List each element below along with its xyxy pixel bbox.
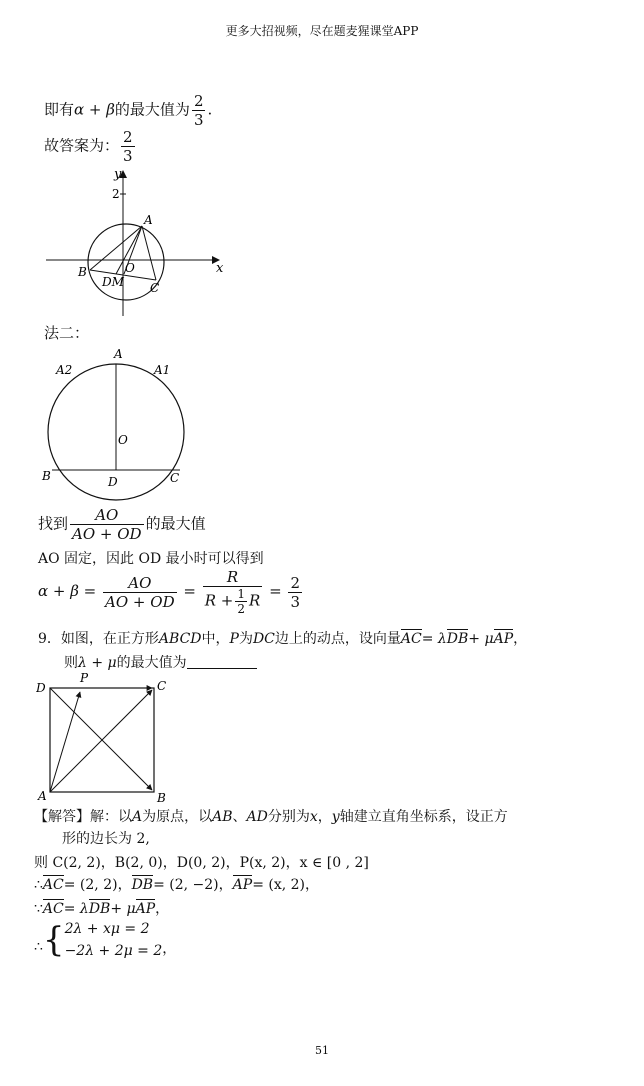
page-number: 51	[315, 1044, 329, 1057]
text: 故答案为：	[44, 136, 120, 155]
equation-2: −2λ + 2μ = 2	[64, 943, 163, 959]
fraction-one-half: $\frac{1}{2}$	[237, 587, 246, 616]
figure-square-vectors	[36, 672, 172, 804]
alpha-beta-equation: α + β = $\frac{AO}{AO + OD}$ = R R + $\frac{1}{2}$ R = $\frac{2}{3}$	[38, 568, 300, 616]
label-a: A	[144, 213, 153, 227]
label-c: C	[157, 679, 167, 693]
label-a1: A1	[154, 363, 171, 377]
fraction-r-over-r-half-r: R R + $\frac{1}{2}$ R	[204, 568, 261, 616]
label-b: B	[78, 265, 87, 279]
label-a: A	[114, 347, 123, 361]
label-o: O	[118, 433, 128, 447]
answer-blank	[187, 654, 257, 669]
since-line: ∵AC= λDB+ μAP，	[34, 901, 170, 917]
fraction-ao-over-sum: $\frac{AO}{AO + OD}$	[72, 506, 142, 543]
alpha-beta-expr: α + β	[74, 100, 115, 119]
question-9-line-1: 9．如图，在正方形ABCD中，P为DC边上的动点，设向量AC= λDB+ μAP，	[38, 631, 528, 647]
label-b: B	[42, 469, 51, 483]
equation-system: ∴{ 2λ + xμ = 2 −2λ + 2μ = 2 ，	[34, 920, 177, 960]
label-d: D	[108, 475, 118, 489]
figure-circle-chord	[36, 346, 196, 502]
solution-line-1: 【解答】解：以A为原点，以AB、AD分别为x，y轴建立直角坐标系，设正方	[34, 809, 508, 825]
ao-fixed-line: AO 固定，因此 OD 最小时可以得到	[38, 551, 264, 567]
text: 即有	[44, 100, 75, 119]
label-a2: A2	[56, 363, 73, 377]
find-max-line: 找到 $\frac{AO}{AO + OD}$ 的最大值	[38, 506, 206, 543]
label-d: D	[36, 681, 46, 695]
label-p: P	[80, 672, 89, 685]
label-b: B	[157, 791, 166, 804]
fraction-two-thirds: $\frac{2}{3}$	[193, 92, 204, 129]
segment-ac	[142, 226, 156, 280]
label-2: 2	[112, 187, 120, 201]
vector-db	[50, 688, 152, 790]
question-9-line-2: 则λ + μ的最大值为	[64, 652, 257, 672]
label-y: y	[114, 168, 122, 182]
vectors-line: ∴AC= (2, 2)，DB= (2, −2)，AP= (x, 2)，	[34, 877, 319, 893]
label-a: A	[38, 789, 47, 803]
fraction-two-thirds: $\frac{2}{3}$	[290, 573, 300, 611]
label-c: C	[170, 471, 180, 485]
equation-1: 2λ + xμ = 2	[64, 921, 150, 937]
answer-line	[44, 128, 137, 165]
coordinates-line: 则 C(2, 2)，B(2, 0)，D(0, 2)，P(x, 2)，x ∈ [0 , 2]	[34, 855, 369, 871]
max-value-line: 即有α + β的最大值为 $\frac{2}{3}$ .	[44, 92, 213, 129]
text: 的最大值为	[114, 100, 190, 119]
label-dm: DM	[102, 275, 124, 289]
fraction-two-thirds: $\frac{2}{3}$	[123, 128, 133, 165]
page-header: 更多大招视频，尽在题麦猩课堂APP	[225, 24, 419, 38]
method-two-heading: 法二：	[44, 324, 90, 342]
figure-circle-axes	[40, 168, 230, 320]
solution-line-2: 形的边长为 2,	[62, 831, 150, 847]
fraction-ao-over-sum: $\frac{AO}{AO + OD}$	[105, 573, 175, 611]
label-o: O	[125, 261, 135, 275]
label-c: C	[150, 281, 160, 295]
left-brace: {	[42, 920, 65, 960]
label-x: x	[216, 261, 224, 276]
